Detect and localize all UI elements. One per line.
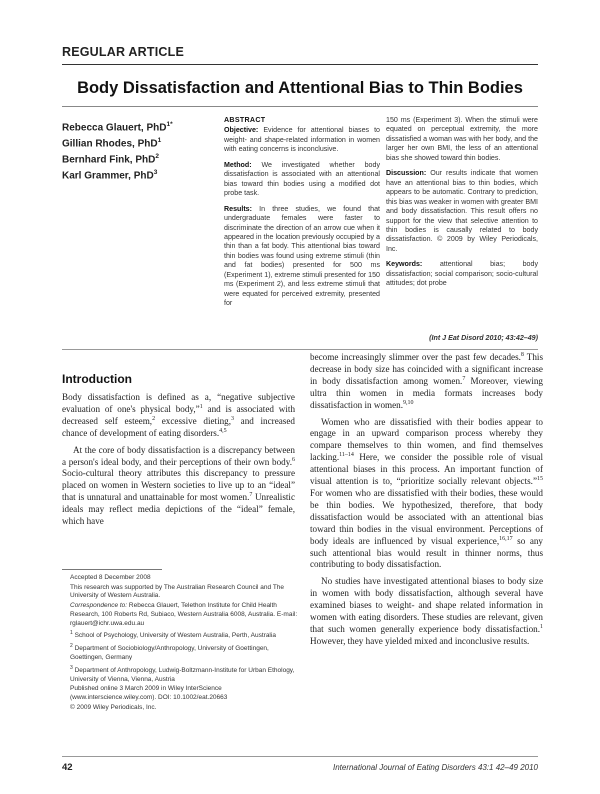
- journal-footer: International Journal of Eating Disorders 43:1 42–49 2010: [332, 763, 538, 772]
- footer-rule: [62, 756, 538, 757]
- title-rule: [62, 106, 538, 107]
- article-type-label: REGULAR ARTICLE: [62, 45, 184, 59]
- abstract-keywords: Keywords: attentional bias; body dissatisfaction; social comparison; socio-cultural attitudes; dot probe: [386, 260, 538, 288]
- footnotes: [62, 574, 298, 713]
- body-column-1: [62, 392, 295, 533]
- page-number: 42: [62, 762, 73, 773]
- footnote-correspondence: Correspondence to: Rebecca Glauert, Telethon Institute for Child Health Research, 100 Roberts Rd, Subiaco, Western Australia 6008, Australia. E-mail: rglauert@ichr.uwa.edu.au: [70, 602, 298, 627]
- footnote-affiliation: $^2$ Department of Sociobiology/Anthropology, University of Goettingen, Goettingen, Germany: [70, 643, 269, 661]
- abstract-column-2: [386, 116, 538, 295]
- abstract-results-cont: 150 ms (Experiment 3). When the stimuli were equated on perceptual extremity, the more dissatisfied a woman was with her body, and the larger her own BMI, the less of an attentional bias she showed toward thin bodies.: [386, 116, 538, 162]
- footnote-rule: [62, 569, 162, 570]
- abstract-results: Results: In three studies, we found that undergraduate females were faster to discriminate the direction of an arrow cue when it appeared in the location previously occupied by a thin than a fat body. This attentional bias toward thin bodies was found using extreme stimuli (thin and fat bodies) presented for 500 ms (Experiment 1), extreme stimuli presented for 150 ms (Experiment 2), and less extreme stimuli that were equated for perceived extremity, presented for: [224, 204, 380, 308]
- abstract-discussion: Discussion: Our results indicate that women have an attentional bias to thin bodies, which appears to be automatic. Contrary to prediction, this bias was weaker in women with greater BMI and body dissatisfaction. This result offers no support for the view that selective attention to thin bodies is causally related to body dissatisfaction. © 2009 by Wiley Periodicals, Inc.: [386, 169, 538, 253]
- author: Karl Grammer, PhD$^3$: [62, 169, 158, 182]
- footnote-published: Published online 3 March 2009 in Wiley InterScience (www.interscience.wiley.com). DOI: 10.1002/eat.20663: [70, 685, 228, 701]
- footnote-affiliation: $^3$ Department of Anthropology, Ludwig-Boltzmann-Institute for Urban Ethology, University of Vienna, Vienna, Austria: [70, 664, 295, 683]
- footnote-accepted: Accepted 8 December 2008: [70, 574, 151, 581]
- footnote-copyright: © 2009 Wiley Periodicals, Inc.: [70, 703, 157, 711]
- footnote-affiliation: $^1$ School of Psychology, University of Western Australia, Perth, Australia: [70, 630, 276, 640]
- abstract-rule: [62, 349, 538, 350]
- article-title: Body Dissatisfaction and Attentional Bias to Thin Bodies: [77, 79, 523, 97]
- author: Bernhard Fink, PhD$^2$: [62, 153, 159, 166]
- author: Gillian Rhodes, PhD$^1$: [62, 137, 162, 150]
- abstract-objective: Objective: Evidence for attentional biases to weight- and shape-related information in women with eating concerns is inconclusive.: [224, 126, 380, 154]
- paragraph: At the core of body dissatisfaction is a discrepancy between a person's ideal body, and their perceptions of their own body.$^6$ Socio-cultural theory attributes this discrepancy to pressure placed on women in Western societies to live up to an “ideal” that is unnatural and unattainable for most women.$^7$ Unrealistic ideals may reflect media depictions of the “ideal” female, which have: [62, 444, 295, 527]
- paragraph: become increasingly slimmer over the past few decades.$^8$ This decrease in body size has coincided with a significant increase in body dissatisfaction among women.$^7$ Moreover, viewing ultra thin women in media formats increases body dissatisfaction in women.$^{9,10}$: [310, 351, 543, 410]
- paragraph: Women who are dissatisfied with their bodies appear to engage in an upward comparison process whereby they compare themselves to thin women, and find themselves lacking.$^{11-14}$ Here, we consider the possible role of visual attentional biases in this process. An important function of visual attention is to, “prioritize socially relevant objects.”$^{15}$ For women who are dissatisfied with their bodies, these would be thin bodies. We hypothesized, therefore, that body dissatisfaction would be associated with an attentional bias toward thin bodies in the visual environment. Perceptions of body ideals are influenced by visual experience,$^{16,17}$ so any such attentional bias would result in thinner norms, thus contributing to body dissatisfaction.: [310, 416, 543, 570]
- body-column-2: [310, 352, 543, 653]
- header-rule: [62, 64, 538, 65]
- paragraph: Body dissatisfaction is defined as a, “negative subjective evaluation of one's physical body,”$^1$ and is associated with decreased self esteem,$^2$ excessive dieting,$^3$ and increased chance of development of eating disorders.$^{4,5}$: [62, 392, 296, 438]
- author-list: [62, 119, 212, 184]
- paragraph: No studies have investigated attentional biases to body size in women with body dissatisfaction, although several have examined biases to weight- and shape related information in women with eating disorders. These studies are relevant, given that such women generally experience body dissatisfaction.$^1$ However, they have yielded mixed and inconclusive results.: [310, 576, 543, 646]
- abstract-column-1: [224, 116, 380, 315]
- footnote-support: This research was supported by The Australian Research Council and The University of Western Australia.: [70, 583, 285, 600]
- author: Rebecca Glauert, PhD$^{1*}$: [62, 121, 173, 134]
- citation: (Int J Eat Disord 2010; 43:42–49): [429, 334, 538, 342]
- abstract-method: Method: We investigated whether body dissatisfaction is associated with an attentional bias toward thin bodies using a modified dot probe task.: [224, 160, 380, 198]
- abstract-heading: ABSTRACT: [224, 116, 266, 124]
- section-heading-introduction: Introduction: [62, 372, 132, 386]
